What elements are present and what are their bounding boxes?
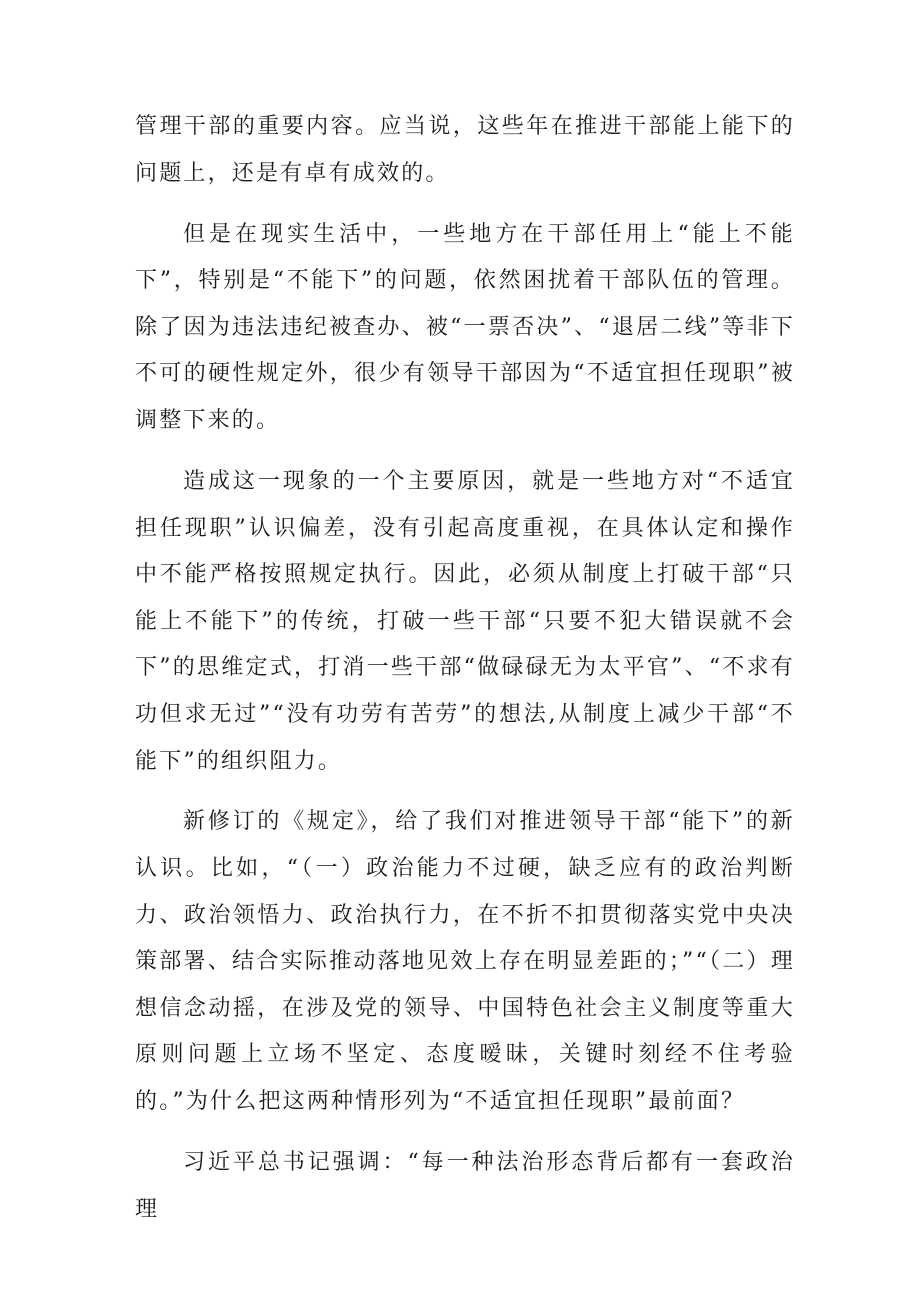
- paragraph-continuation: 管理干部的重要内容。应当说，这些年在推进干部能上能下的问题上，还是有卓有成效的。: [135, 114, 795, 186]
- paragraph: 新修订的《规定》，给了我们对推进领导干部“能下”的新认识。比如，“（一）政治能力不过硬，缺乏应有的政治判断力、政治领悟力、政治执行力，在不折不扣贯彻落实党中央决策部署、结合实际推动落地见效上存在明显差距的；”“（二）理想信念动摇，在涉及党的领导、中国特色社会主义制度等重大原则问题上立场不坚定、态度暧昧，关键时刻经不住考验的。”为什么把这两种情形列为“不适宜担任现职”最前面？: [135, 809, 795, 1115]
- paragraph: 习近平总书记强调：“每一种法治形态背后都有一套政治理: [135, 1150, 795, 1222]
- paragraph: 但是在现实生活中，一些地方在干部任用上“能上不能下”，特别是“不能下”的问题，依然困扰着干部队伍的管理。除了因为违法违纪被查办、被“一票否决”、“退居二线”等非下不可的硬性规定外，很少有领导干部因为“不适宜担任现职”被调整下来的。: [135, 221, 795, 433]
- paragraph: 造成这一现象的一个主要原因，就是一些地方对“不适宜担任现职”认识偏差，没有引起高度重视，在具体认定和操作中不能严格按照规定执行。因此，必须从制度上打破干部“只能上不能下”的传统，打破一些干部“只要不犯大错误就不会下”的思维定式，打消一些干部“做碌碌无为太平官”、“不求有功但求无过”“没有功劳有苦劳”的想法,从制度上减少干部“不能下”的组织阻力。: [135, 468, 795, 774]
- document-body: [135, 104, 795, 1248]
